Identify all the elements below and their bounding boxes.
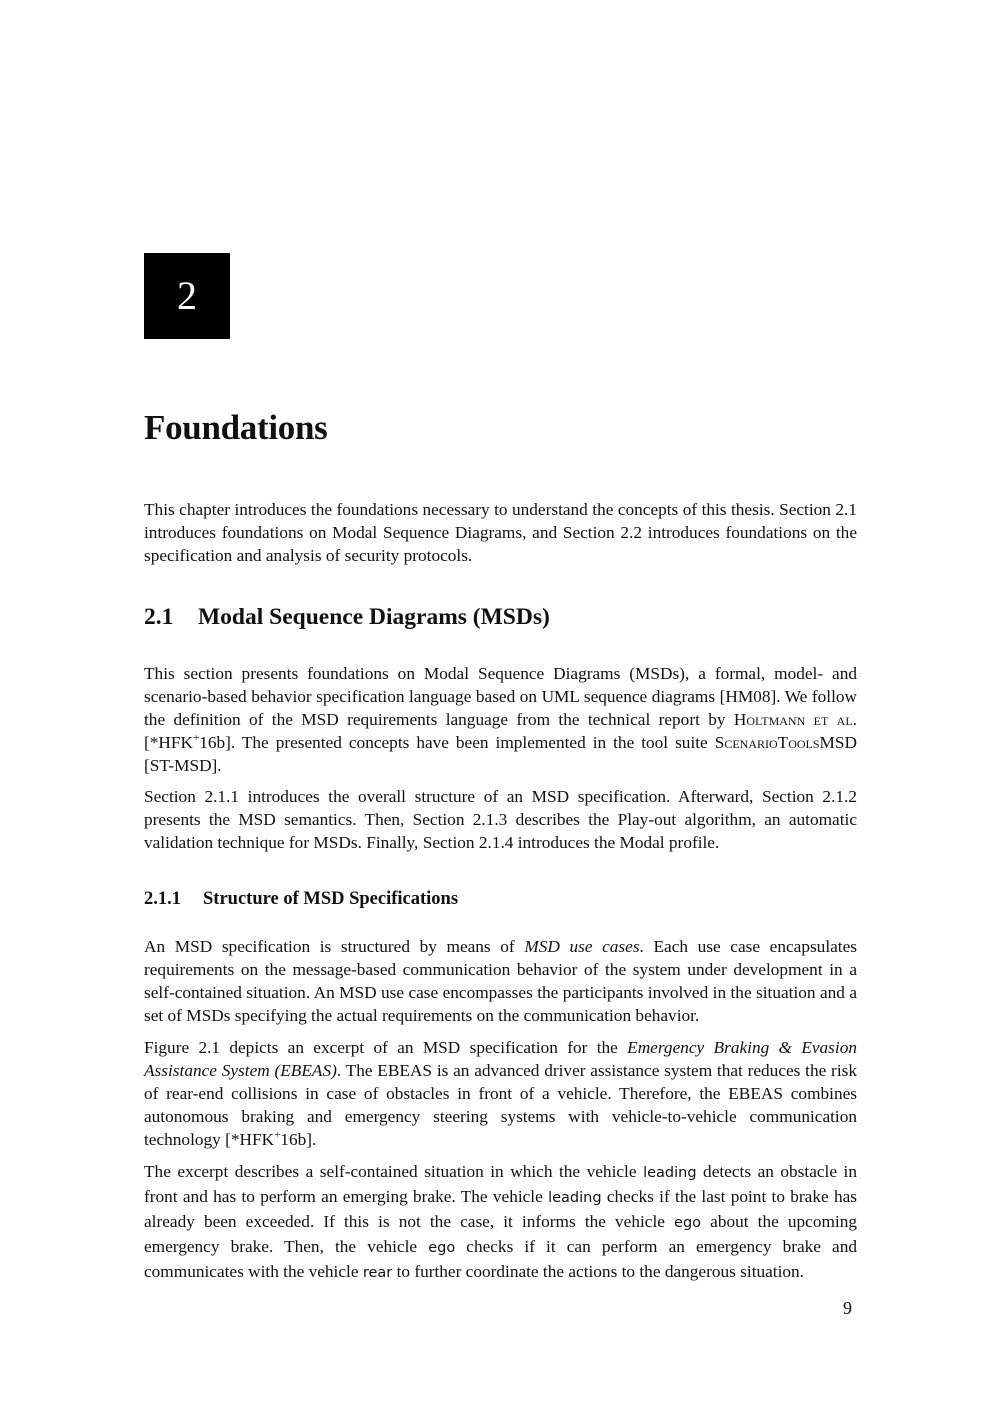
subsection-number: 2.1.1 [144,889,181,909]
section-heading [144,604,550,631]
citation-sup: + [192,732,200,745]
citation: [*HFK [144,733,193,752]
citation-sup: + [274,1129,281,1142]
vehicle-name: leading [548,1190,602,1206]
author-name: Holtmann et al. [733,710,857,729]
vehicle-name: ego [674,1215,702,1231]
vehicle-name: rear [362,1265,393,1281]
text-run: . Each use case encapsulates requirements on the message-based communication behavior of the system under development in a self-contained situation. An MSD use case encompasses the participants involved in the situation and a set of MSDs specifying the actual requirements on the communication behavior. [144,937,857,1025]
subsection-heading [144,889,458,910]
subsection-paragraph-1 [144,935,857,1027]
page-number: 9 [843,1298,852,1318]
chapter-number-box [144,253,230,339]
text-run: Figure 2.1 depicts an excerpt of an MSD specification for the [144,1038,628,1057]
text-run: to further coordinate the actions to the dangerous situation. [392,1262,805,1281]
emphasis: Emergency Braking & Evasion Assistance System (EBEAS) [144,1038,857,1080]
text-run: . The EBEAS is an advanced driver assistance system that reduces the risk of rear-end collisions in case of obstacles in front of a vehicle. Therefore, the EBEAS combines autonomous braking and emergency steering systems with vehicle-to-vehicle communication technology [*HFK [144,1061,857,1149]
text-run: [ST-MSD]. [144,756,222,775]
text-run: checks if it can perform an emergency brake and communicates with the vehicle [144,1237,857,1281]
section-title: Modal Sequence Diagrams (MSDs) [198,604,550,630]
chapter-title: Foundations [144,408,328,447]
section-paragraph-2: Section 2.1.1 introduces the overall structure of an MSD specification. Afterward, Section 2.1.2 presents the MSD semantics. Then, Section 2.1.3 describes the Play-out algorithm, an automatic validation technique for MSDs. Finally, Section 2.1.4 introduces the Modal profile. [144,787,857,852]
section-number: 2.1 [144,604,174,630]
vehicle-name: leading [643,1165,697,1181]
text-run: The excerpt describes a self-contained situation in which the vehicle [144,1162,644,1181]
chapter-number: 2 [177,273,197,318]
tool-name: ScenarioToolsMSD [714,733,857,752]
subsection-title: Structure of MSD Specifications [203,889,459,909]
text-run: checks if the last point to brake has already been exceeded. If this is not the case, it informs the vehicle [144,1187,857,1231]
subsection-paragraph-3 [144,1160,857,1285]
text-run: 16b]. [280,1130,317,1149]
text-run: 16b]. The presented concepts have been implemented in the tool suite [199,733,715,752]
text-run: detects an obstacle in front and has to perform an emerging brake. The vehicle [144,1162,857,1206]
section-paragraph-1 [144,662,857,777]
emphasis: MSD use cases [524,937,640,956]
text-run: An MSD specification is structured by means of [144,937,525,956]
text-run: This section presents foundations on Modal Sequence Diagrams (MSDs), a formal, model- and scenario-based behavior specification language based on UML sequence diagrams [HM08]. We follow the definition of the MSD requirements language from the technical report by [144,664,857,729]
vehicle-name: ego [428,1240,456,1256]
subsection-paragraph-2 [144,1036,857,1151]
chapter-intro: This chapter introduces the foundations necessary to understand the concepts of this thesis. Section 2.1 introduces foundations on Modal Sequence Diagrams, and Section 2.2 introduces foundations on the specification and analysis of security protocols. [144,500,857,565]
text-run: about the upcoming emergency brake. Then, the vehicle [144,1212,857,1256]
